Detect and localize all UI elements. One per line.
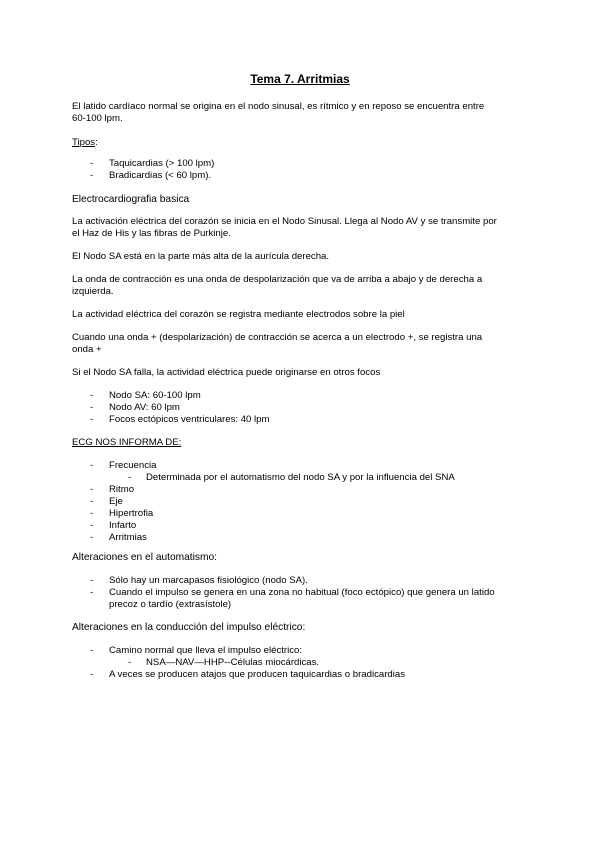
list-item: Arritmias [109, 532, 147, 543]
list-item: Nodo SA: 60-100 lpm [109, 390, 201, 401]
bullet-dash: - [128, 657, 132, 668]
tipos-heading-text: Tipos [72, 137, 96, 148]
tipos-colon: : [95, 137, 98, 148]
section-heading: Alteraciones en el automatismo: [72, 552, 217, 563]
list-item: Cuando el impulso se genera en una zona no habitual (foco ectópico) que genera un latido [109, 587, 495, 598]
list-item: Frecuencia [109, 460, 157, 471]
list-item: Sólo hay un marcapasos fisiológico (nodo SA). [109, 575, 308, 586]
paragraph-line: Si el Nodo SA falla, la actividad eléctrica puede originarse en otros focos [72, 367, 381, 378]
tipos-heading [72, 137, 98, 149]
bullet-dash: - [90, 520, 94, 531]
paragraph-line: La activación eléctrica del corazón se inicia en el Nodo Sinusal. Llega al Nodo AV y se transmite por [72, 216, 497, 227]
bullet-dash: - [90, 496, 94, 507]
section-heading: Electrocardiografia basica [72, 194, 190, 205]
list-item: Infarto [109, 520, 137, 531]
bullet-dash: - [90, 414, 94, 425]
bullet-dash: - [90, 575, 94, 586]
bullet-dash: - [90, 532, 94, 543]
page-title: Tema 7. Arritmias [250, 72, 350, 86]
bullet-dash: - [90, 390, 94, 401]
intro-line-2: 60-100 lpm. [72, 113, 123, 124]
list-item: A veces se producen atajos que producen taquicardias o bradicardias [109, 669, 405, 680]
sub-list-item: NSA—NAV—HHP--Células miocárdicas. [146, 657, 320, 668]
paragraph-line: La onda de contracción es una onda de despolarización que va de arriba a abajo y de derecha a [72, 274, 483, 285]
list-item: Focos ectópicos ventriculares: 40 lpm [109, 414, 270, 425]
list-item: Ritmo [109, 484, 135, 495]
paragraph-line: Cuando una onda + (despolarización) de contracción se acerca a un electrodo +, se registra una [72, 332, 483, 343]
bullet-dash: - [90, 508, 94, 519]
bullet-dash: - [90, 587, 94, 598]
list-item: Bradicardias (< 60 lpm). [109, 170, 212, 181]
list-item: Hipertrofia [109, 508, 154, 519]
bullet-dash: - [90, 170, 94, 181]
sub-list-item: Determinada por el automatismo del nodo SA y por la influencia del SNA [146, 472, 455, 483]
paragraph-line: El Nodo SA está en la parte más alta de la aurícula derecha. [72, 251, 330, 262]
bullet-dash: - [90, 402, 94, 413]
bullet-dash: - [128, 472, 132, 483]
ecg-informa-heading: ECG NOS INFORMA DE: [72, 437, 182, 448]
paragraph-line: onda + [72, 344, 102, 355]
list-item: Nodo AV: 60 lpm [109, 402, 180, 413]
bullet-dash: - [90, 645, 94, 656]
paragraph-line: izquierda. [72, 286, 114, 297]
bullet-dash: - [90, 669, 94, 680]
list-item: Eje [109, 496, 123, 507]
paragraph-line: La actividad eléctrica del corazón se registra mediante electrodos sobre la piel [72, 309, 405, 320]
bullet-dash: - [90, 158, 94, 169]
bullet-dash: - [90, 460, 94, 471]
list-item: Taquicardias (> 100 lpm) [109, 158, 215, 169]
section-heading: Alteraciones en la conducción del impulso eléctrico: [72, 622, 306, 633]
list-item-continuation: precoz o tardío (extrasístole) [109, 599, 232, 610]
list-item: Camino normal que lleva el impulso eléctrico: [109, 645, 303, 656]
intro-line-1: El latido cardíaco normal se origina en el nodo sinusal, es rítmico y en reposo se encuentra entre [72, 101, 485, 112]
paragraph-line: el Haz de His y las fibras de Purkinje. [72, 228, 231, 239]
bullet-dash: - [90, 484, 94, 495]
